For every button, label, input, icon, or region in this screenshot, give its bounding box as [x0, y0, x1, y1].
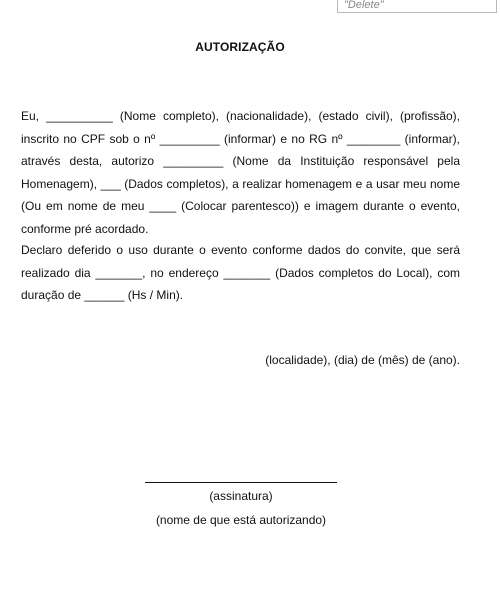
place-date-line: (localidade), (dia) de (mês) de (ano).	[265, 353, 460, 367]
authorization-paragraph: Eu, __________ (Nome completo), (nacionalidade), (estado civil), (profissão), inscrito no CPF sob o nº _________ (informar) e no RG nº ________ (informar), através desta, autorizo _________ (Nome da Instituição responsável pela Homenagem), ___ (Dados completos), a realizar homenagem e a usar meu nome (Ou em nome de meu ____ (Colocar parentesco)) e imagem durante o evento, conforme pré acordado.	[21, 109, 460, 236]
document-title: AUTORIZAÇÃO	[195, 40, 285, 54]
signer-name-label: (nome de que está autorizando)	[155, 513, 327, 527]
delete-label: "Delete"	[337, 0, 497, 13]
signature-label: (assinatura)	[209, 489, 273, 503]
signature-line	[145, 482, 337, 483]
declaration-paragraph: Declaro deferido o uso durante o evento conforme dados do convite, que será realizado dia _______, no endereço _______ (Dados completos do Local), com duração de ______ (Hs / Min).	[21, 243, 460, 302]
